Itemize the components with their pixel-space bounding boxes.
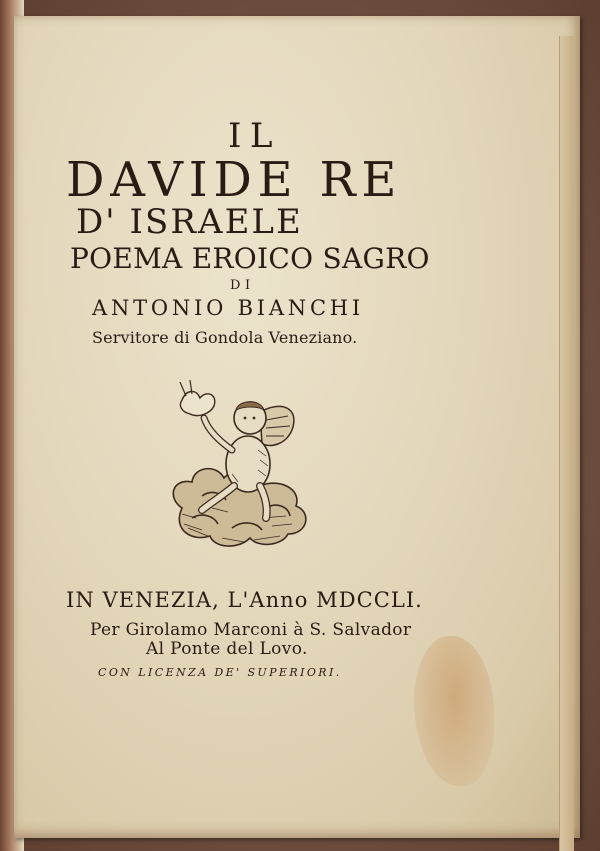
water-stain [414, 636, 494, 786]
page-edge [559, 36, 574, 851]
license-line: CON LICENZA DE' SUPERIORI. [98, 666, 342, 679]
title-line-israele: D' ISRAELE [76, 202, 303, 242]
cherub-ornament-icon [162, 378, 322, 558]
byline-di: DI [230, 278, 255, 293]
printer-line-2: Al Ponte del Lovo. [146, 639, 308, 659]
title-line-davide-re: DAVIDE RE [66, 152, 403, 208]
printer-line-1: Per Girolamo Marconi à S. Salvador [90, 620, 412, 640]
imprint-place-year: IN VENEZIA, L'Anno MDCCLI. [66, 588, 423, 612]
author-name: ANTONIO BIANCHI [92, 296, 364, 320]
author-role: Servitore di Gondola Veneziano. [92, 328, 358, 347]
title-page [14, 16, 580, 838]
title-line-il: IL [228, 116, 282, 156]
subtitle-poema: POEMA EROICO SAGRO [70, 242, 430, 275]
